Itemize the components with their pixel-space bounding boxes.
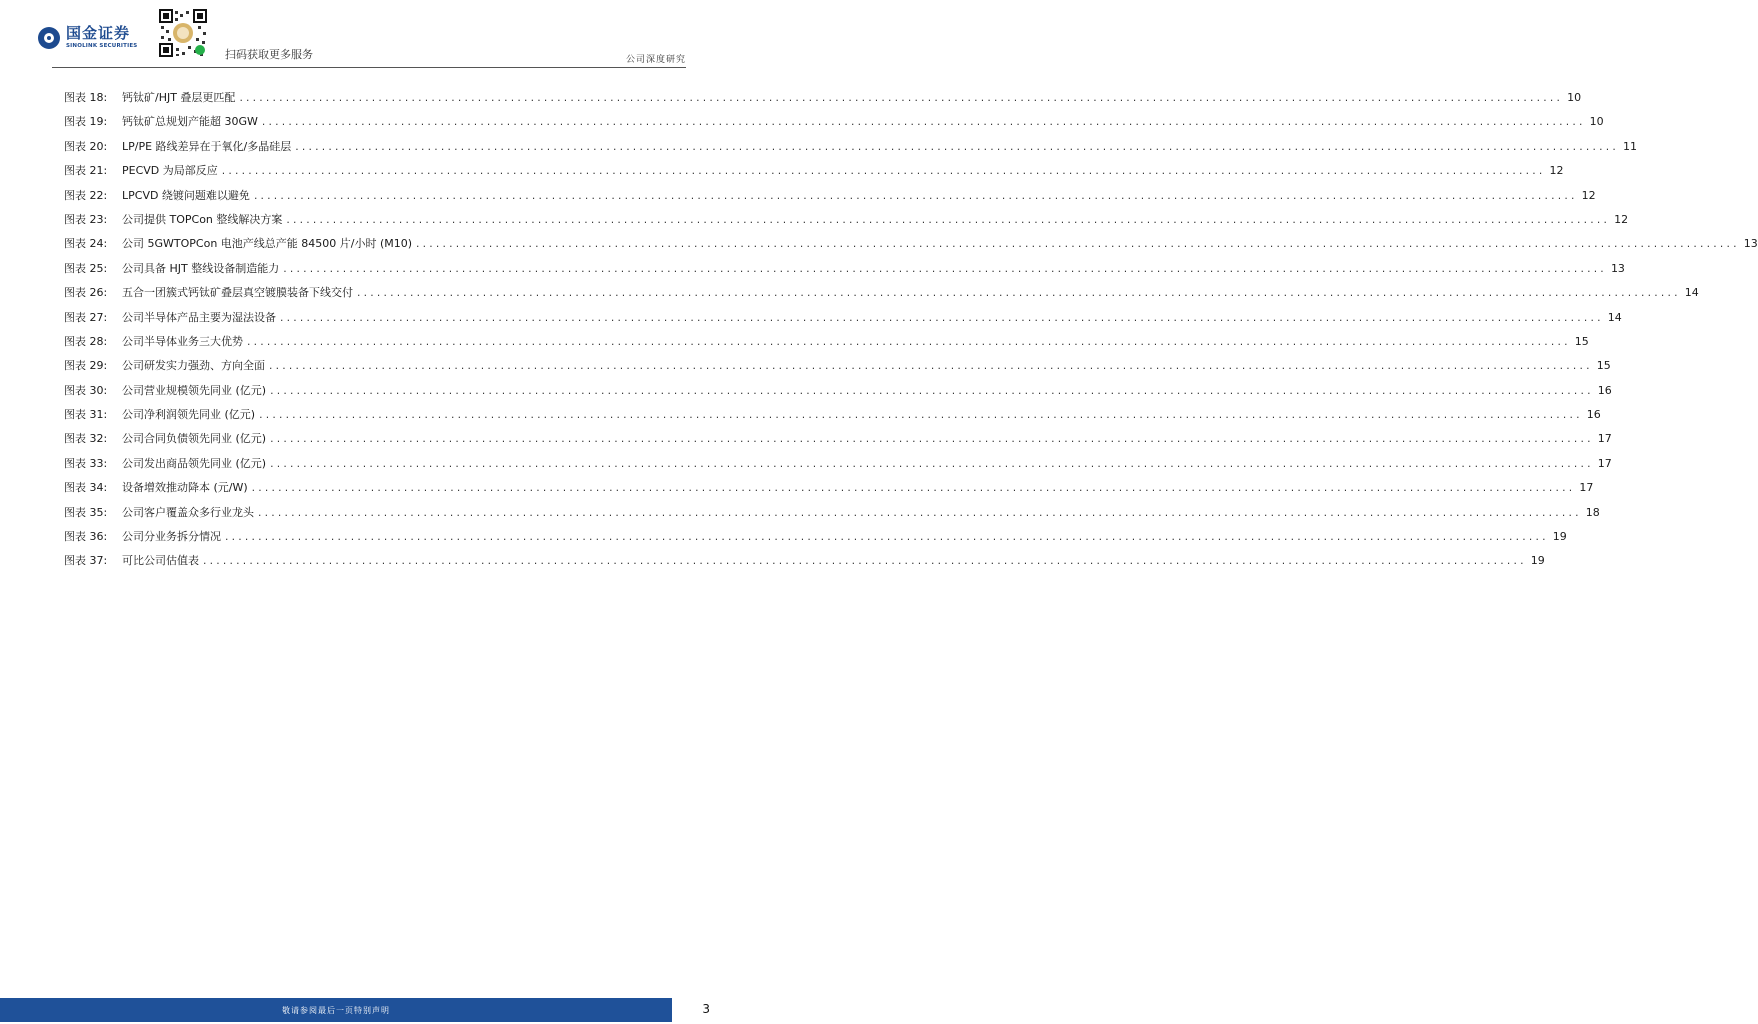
toc-entry-number: 图表 21: xyxy=(64,164,108,178)
toc-entry-page: 13 xyxy=(1743,237,1758,251)
toc-entry-number: 图表 31: xyxy=(64,408,108,422)
toc-entry-title: 设备增效推动降本 (元/W) xyxy=(122,481,248,495)
toc-dot-leader: ........................................................................................................................................................................................................ xyxy=(250,484,1575,495)
toc-entry[interactable] xyxy=(64,528,1567,552)
toc-entry-page: 16 xyxy=(1597,383,1612,397)
toc-dot-leader: ........................................................................................................................................................................................................ xyxy=(269,435,1593,446)
toc-entry-page: 12 xyxy=(1614,212,1629,226)
toc-dot-leader: ........................................................................................................................................................................................................ xyxy=(238,94,1563,104)
toc-entry-page: 15 xyxy=(1596,359,1611,373)
toc-entry-title: LPCVD 绕镀问题难以避免 xyxy=(122,188,250,202)
toc-entry-number: 图表 23: xyxy=(64,212,108,226)
brand-name-en: SINOLINK SECURITIES xyxy=(66,43,138,49)
toc-entry[interactable] xyxy=(64,235,1758,259)
toc-entry-number: 图表 32: xyxy=(64,432,108,446)
toc-dot-leader: ........................................................................................................................................................................................................ xyxy=(269,459,1593,470)
toc-entry[interactable] xyxy=(64,113,1604,137)
toc-entry-number: 图表 27: xyxy=(64,310,108,324)
footer-disclaimer: 敬请参阅最后一页特别声明 xyxy=(282,1005,390,1015)
toc-entry[interactable] xyxy=(64,284,1699,308)
toc-entry-title: 公司具备 HJT 整线设备制造能力 xyxy=(122,261,280,275)
toc-entry-page: 15 xyxy=(1574,334,1589,348)
toc-entry-number: 图表 25: xyxy=(64,261,108,275)
toc-entry[interactable] xyxy=(64,333,1589,357)
toc-entry[interactable] xyxy=(64,504,1600,528)
toc-entry[interactable] xyxy=(64,138,1637,162)
toc-entry-number: 图表 33: xyxy=(64,456,108,470)
toc-entry-title: 公司 5GWTOPCon 电池产线总产能 84500 片/小时 (M10) xyxy=(122,237,413,251)
toc-entry-title: 公司提供 TOPCon 整线解决方案 xyxy=(122,212,283,226)
toc-entry-number: 图表 18: xyxy=(64,91,108,104)
toc-entry[interactable] xyxy=(64,309,1622,333)
toc-entry-page: 12 xyxy=(1581,188,1596,202)
toc-entry-page: 17 xyxy=(1597,456,1612,470)
toc-entry[interactable] xyxy=(64,382,1612,406)
toc-entry-number: 图表 30: xyxy=(64,383,108,397)
toc-dot-leader: ........................................................................................................................................................................................................ xyxy=(258,411,1582,422)
toc-entry-number: 图表 37: xyxy=(64,554,108,568)
toc-entry-page: 10 xyxy=(1567,91,1582,104)
toc-entry-title: PECVD 为局部反应 xyxy=(122,164,218,178)
toc-entry-title: 公司净利润领先同业 (亿元) xyxy=(122,408,256,422)
toc-entry[interactable] xyxy=(64,162,1564,186)
footer-bar xyxy=(0,998,672,1022)
toc-dot-leader: ........................................................................................................................................................................................................ xyxy=(279,313,1603,324)
page-footer xyxy=(0,994,724,1024)
toc-entry-page: 14 xyxy=(1684,286,1699,300)
toc-entry[interactable] xyxy=(64,260,1625,284)
logo-icon xyxy=(38,27,60,49)
toc-dot-leader: ........................................................................................................................................................................................................ xyxy=(202,557,1526,568)
toc-entry-title: 五合一团簇式钙钛矿叠层真空镀膜装备下线交付 xyxy=(122,286,353,300)
toc-entry-title: 公司发出商品领先同业 (亿元) xyxy=(122,456,267,470)
toc-entry-page: 18 xyxy=(1585,505,1600,519)
brand-name-cn: 国金证券 xyxy=(66,24,131,42)
toc-entry-title: 公司营业规模领先同业 (亿元) xyxy=(122,383,267,397)
toc-entry-page: 19 xyxy=(1530,554,1545,568)
toc-entry-number: 图表 19: xyxy=(64,115,108,129)
toc-dot-leader: ........................................................................................................................................................................................................ xyxy=(269,386,1593,397)
toc-entry-number: 图表 35: xyxy=(64,505,108,519)
toc-entry-number: 图表 34: xyxy=(64,481,108,495)
toc-entry-number: 图表 29: xyxy=(64,359,108,373)
toc-entry-number: 图表 28: xyxy=(64,334,108,348)
toc-entry[interactable] xyxy=(64,455,1612,479)
toc-entry-page: 19 xyxy=(1552,530,1567,544)
toc-entry-title: 公司研发实力强劲、方向全面 xyxy=(122,359,265,373)
toc-entry-title: LP/PE 路线差异在于氧化/多晶硅层 xyxy=(122,139,292,153)
header-divider xyxy=(52,67,686,68)
toc-entry-page: 17 xyxy=(1597,432,1612,446)
toc-entry-number: 图表 24: xyxy=(64,237,108,251)
toc-dot-leader: ........................................................................................................................................................................................................ xyxy=(246,337,1570,348)
toc-entry-page: 11 xyxy=(1622,139,1637,153)
toc-dot-leader: ........................................................................................................................................................................................................ xyxy=(356,289,1680,300)
toc-entry-number: 图表 36: xyxy=(64,530,108,544)
toc-dot-leader: ........................................................................................................................................................................................................ xyxy=(224,533,1548,544)
toc-entry-title: 公司半导体产品主要为湿法设备 xyxy=(122,310,276,324)
toc-dot-leader: ........................................................................................................................................................................................................ xyxy=(257,508,1581,519)
page-header xyxy=(0,0,724,68)
toc-entry-page: 16 xyxy=(1586,408,1601,422)
report-type-label: 公司深度研究 xyxy=(625,55,686,65)
toc-entry-title: 公司半导体业务三大优势 xyxy=(122,334,243,348)
toc-entry[interactable] xyxy=(64,479,1594,503)
toc-dot-leader: ........................................................................................................................................................................................................ xyxy=(260,118,1585,129)
figure-index-list xyxy=(64,89,1758,577)
toc-entry-title: 钙钛矿/HJT 叠层更匹配 xyxy=(122,91,236,104)
toc-dot-leader: ........................................................................................................................................................................................................ xyxy=(220,167,1545,178)
toc-dot-leader: ........................................................................................................................................................................................................ xyxy=(294,142,1618,153)
toc-entry-page: 13 xyxy=(1610,261,1625,275)
toc-dot-leader: ........................................................................................................................................................................................................ xyxy=(268,362,1592,373)
toc-entry-number: 图表 26: xyxy=(64,286,108,300)
company-logo xyxy=(38,26,137,50)
toc-entry-title: 公司客户覆盖众多行业龙头 xyxy=(122,505,254,519)
toc-entry-title: 可比公司估值表 xyxy=(122,554,199,568)
toc-entry[interactable] xyxy=(64,187,1596,211)
toc-entry[interactable] xyxy=(64,357,1611,381)
toc-entry-title: 钙钛矿总规划产能超 30GW xyxy=(122,115,258,129)
toc-entry-number: 图表 20: xyxy=(64,139,108,153)
toc-entry-title: 公司分业务拆分情况 xyxy=(122,530,221,544)
scan-for-services-text: 扫码获取更多服务 xyxy=(225,48,313,61)
toc-entry-title: 公司合同负债领先同业 (亿元) xyxy=(122,432,267,446)
toc-entry-page: 17 xyxy=(1579,481,1594,495)
toc-entry-page: 12 xyxy=(1549,164,1564,178)
toc-entry[interactable] xyxy=(64,552,1545,576)
toc-dot-leader: ........................................................................................................................................................................................................ xyxy=(415,240,1739,251)
toc-dot-leader: ........................................................................................................................................................................................................ xyxy=(282,264,1606,275)
toc-dot-leader: ........................................................................................................................................................................................................ xyxy=(252,191,1577,202)
qr-code-icon xyxy=(158,8,208,58)
toc-entry[interactable] xyxy=(64,89,1582,113)
toc-entry[interactable] xyxy=(64,406,1601,430)
page-number: 3 xyxy=(702,1002,710,1016)
toc-entry-page: 10 xyxy=(1589,115,1604,129)
toc-entry-page: 14 xyxy=(1607,310,1622,324)
toc-entry[interactable] xyxy=(64,211,1629,235)
toc-entry[interactable] xyxy=(64,430,1612,454)
toc-dot-leader: ........................................................................................................................................................................................................ xyxy=(285,215,1610,226)
toc-entry-number: 图表 22: xyxy=(64,188,108,202)
